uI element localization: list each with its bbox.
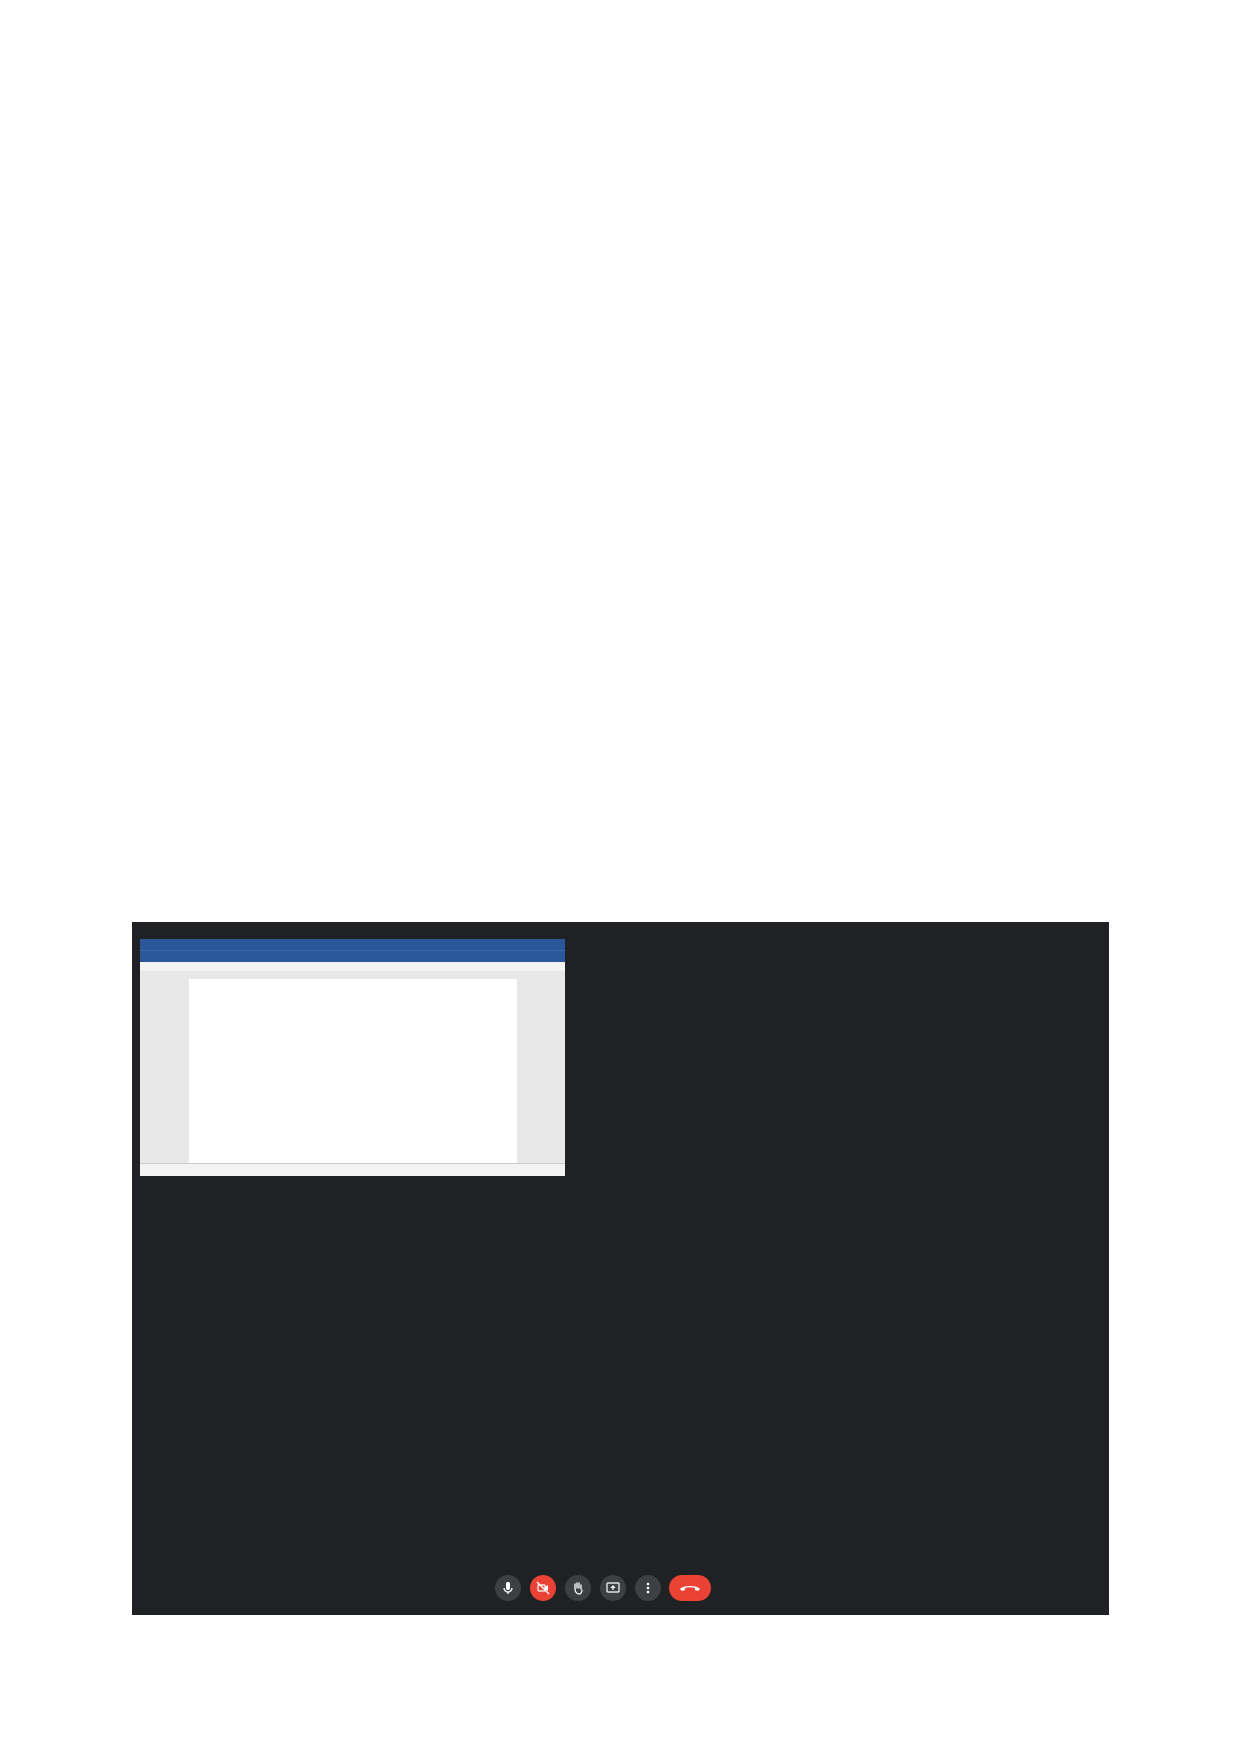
more-vertical-icon [641,1581,655,1595]
raise-hand-button[interactable] [565,1575,591,1601]
list-item [58,149,1181,187]
microphone-button[interactable] [495,1575,521,1601]
hang-up-icon [675,1581,705,1595]
shared-screen-document [140,939,565,1176]
microphone-icon [501,1581,515,1595]
document-page [189,979,517,1164]
end-call-button[interactable] [669,1575,711,1601]
camera-off-icon [536,1581,550,1595]
present-screen-icon [606,1581,620,1595]
meet-control-bar [132,1565,1109,1615]
hand-icon [571,1581,585,1595]
more-options-button[interactable] [635,1575,661,1601]
present-button[interactable] [600,1575,626,1601]
meeting-screenshot [132,922,1109,1615]
list-item [58,193,1181,231]
article-body [58,143,1181,325]
list-item [58,237,1181,275]
camera-button[interactable] [530,1575,556,1601]
list-item [58,281,1181,319]
content-list [58,149,1181,319]
